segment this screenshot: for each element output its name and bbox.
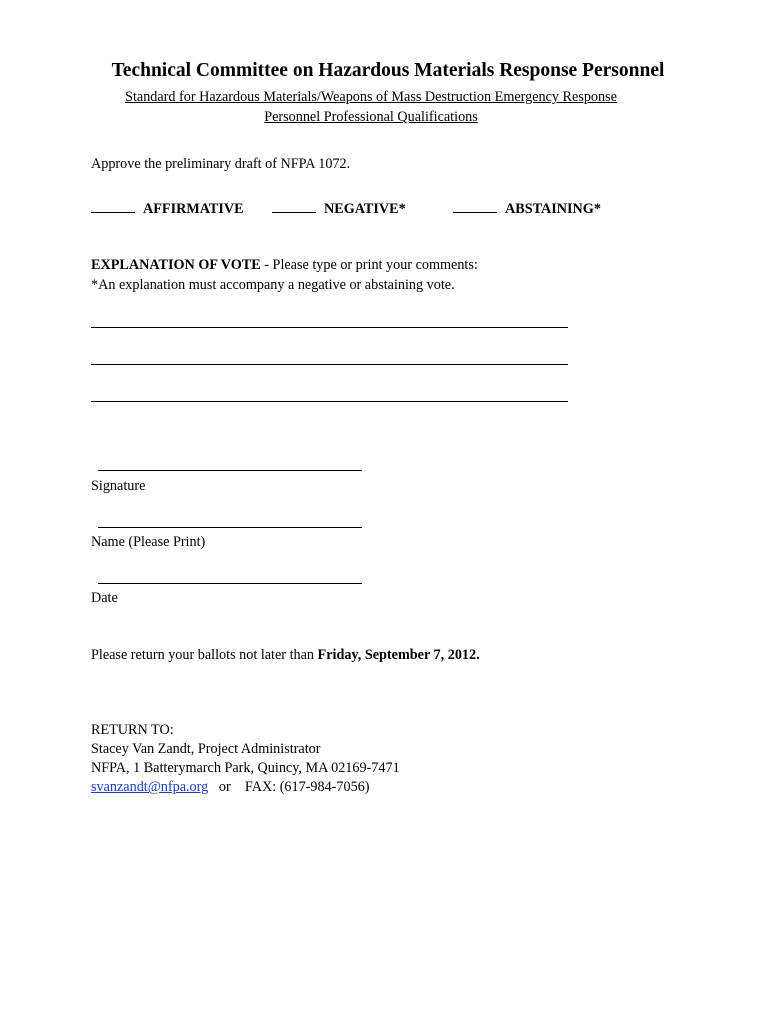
explanation-heading <box>91 257 478 274</box>
explanation-title: EXPLANATION OF VOTE <box>91 257 261 273</box>
vote-option-negative[interactable] <box>272 200 406 218</box>
date-label: Date <box>91 590 118 606</box>
comment-line-3[interactable] <box>91 401 568 402</box>
abstaining-label: ABSTAINING* <box>505 201 601 217</box>
return-address: NFPA, 1 Batterymarch Park, Quincy, MA 02169-7471 <box>91 760 400 776</box>
vote-option-abstaining[interactable] <box>453 200 601 218</box>
signature-field[interactable] <box>98 470 362 471</box>
explanation-instruction: - Please type or print your comments: <box>260 257 478 273</box>
deadline-prefix: Please return your ballots not later than <box>91 647 318 663</box>
name-label: Name (Please Print) <box>91 534 206 550</box>
fax-number: FAX: (617-984-7056) <box>244 779 370 795</box>
ballot-motion: Approve the preliminary draft of NFPA 1072. <box>91 156 351 172</box>
standard-title-line-2: Personnel Professional Qualifications <box>264 109 478 125</box>
deadline-text <box>91 647 480 664</box>
negative-blank[interactable] <box>272 200 316 213</box>
negative-label: NEGATIVE* <box>324 201 406 217</box>
return-to-heading: RETURN TO: <box>91 722 174 738</box>
or-separator: or <box>218 779 231 795</box>
return-contact-line <box>91 779 370 796</box>
vote-option-affirmative[interactable] <box>91 200 244 218</box>
comment-line-2[interactable] <box>91 364 568 365</box>
comment-line-1[interactable] <box>91 327 568 328</box>
page-title: Technical Committee on Hazardous Materials Response Personnel <box>111 60 665 81</box>
abstaining-blank[interactable] <box>453 200 497 213</box>
return-contact: Stacey Van Zandt, Project Administrator <box>91 741 321 757</box>
email-link[interactable]: svanzandt@nfpa.org <box>91 779 209 795</box>
standard-title-line-1: Standard for Hazardous Materials/Weapons of Mass Destruction Emergency Response <box>125 89 617 105</box>
explanation-note: *An explanation must accompany a negative or abstaining vote. <box>91 277 455 293</box>
affirmative-label: AFFIRMATIVE <box>143 201 244 217</box>
name-field[interactable] <box>98 527 362 528</box>
date-field[interactable] <box>98 583 362 584</box>
signature-label: Signature <box>91 478 146 494</box>
deadline-date: Friday, September 7, 2012. <box>317 647 480 663</box>
affirmative-blank[interactable] <box>91 200 135 213</box>
